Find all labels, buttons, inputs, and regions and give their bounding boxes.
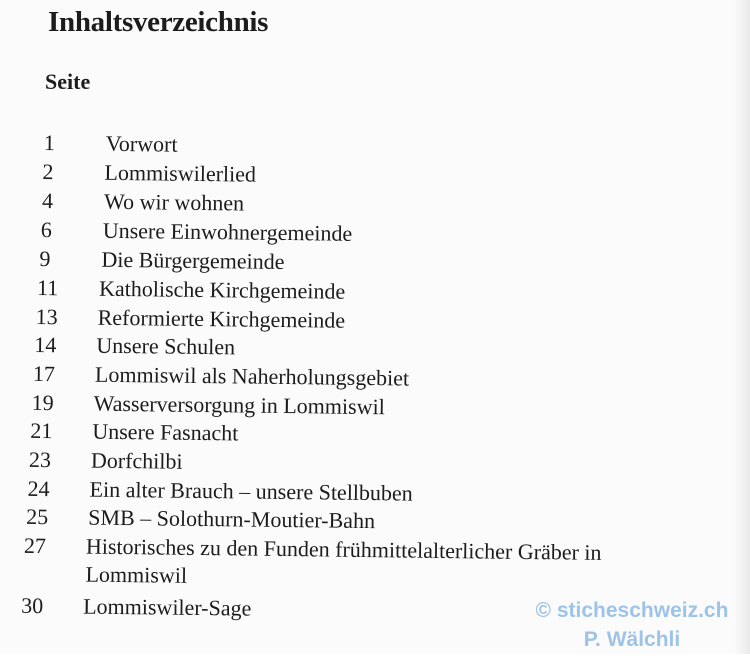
toc-title: Wasserversorgung in Lommiswil (93, 390, 385, 420)
toc-page-number: 17 (32, 360, 56, 387)
toc-page-number: 23 (28, 446, 52, 473)
toc-title: Historisches zu den Funden frühmittelalterlicher Gräber in (85, 533, 602, 565)
toc-title: Unsere Schulen (96, 332, 236, 360)
toc-title: Unsere Einwohnergemeinde (102, 217, 353, 246)
toc-page-number: 30 (21, 592, 44, 619)
toc-page-number: 2 (42, 159, 54, 185)
toc-title: Katholische Kirchgemeinde (98, 275, 346, 304)
toc-title: Lommiswilerlied (104, 159, 257, 187)
toc-title: Die Bürgergemeinde (101, 246, 285, 274)
toc-page-number: 14 (34, 331, 57, 358)
watermark-line-2: P. Wälchli (583, 628, 681, 651)
toc-page-number: 6 (40, 217, 52, 243)
toc-title: Unsere Fasnacht (92, 418, 239, 446)
toc-title: Reformierte Kirchgemeinde (97, 304, 346, 333)
toc-page-number: 13 (35, 303, 58, 330)
toc-page-number: 19 (31, 389, 54, 416)
toc-page-number: 4 (41, 188, 54, 214)
toc-title: Lommiswil als Naherholungsgebiet (94, 361, 410, 391)
toc-page-number: 1 (43, 130, 55, 156)
toc-page-number: 25 (26, 503, 49, 530)
column-header-seite: Seite (45, 69, 91, 94)
toc-page-number: 21 (30, 417, 53, 444)
toc-page-number: 24 (27, 475, 50, 502)
toc-title: Wo wir wohnen (103, 188, 245, 216)
toc-page-number: 27 (23, 532, 47, 559)
toc-title-continuation: Lommiswil (85, 561, 188, 588)
toc-page-number: 9 (39, 246, 51, 272)
toc-page-number: 11 (36, 274, 59, 301)
copyright-watermark (522, 596, 742, 654)
watermark-line-1: © sticheschweiz.ch (535, 599, 729, 622)
toc-title: Vorwort (105, 130, 178, 157)
toc-title: Lommiswiler-Sage (83, 593, 252, 621)
toc-title: Ein alter Brauch – unsere Stellbuben (89, 476, 413, 506)
page-title: Inhaltsverzeichnis (48, 6, 269, 38)
toc-title: Dorfchilbi (90, 447, 183, 474)
toc-title: SMB – Solothurn-Moutier-Bahn (88, 504, 376, 534)
